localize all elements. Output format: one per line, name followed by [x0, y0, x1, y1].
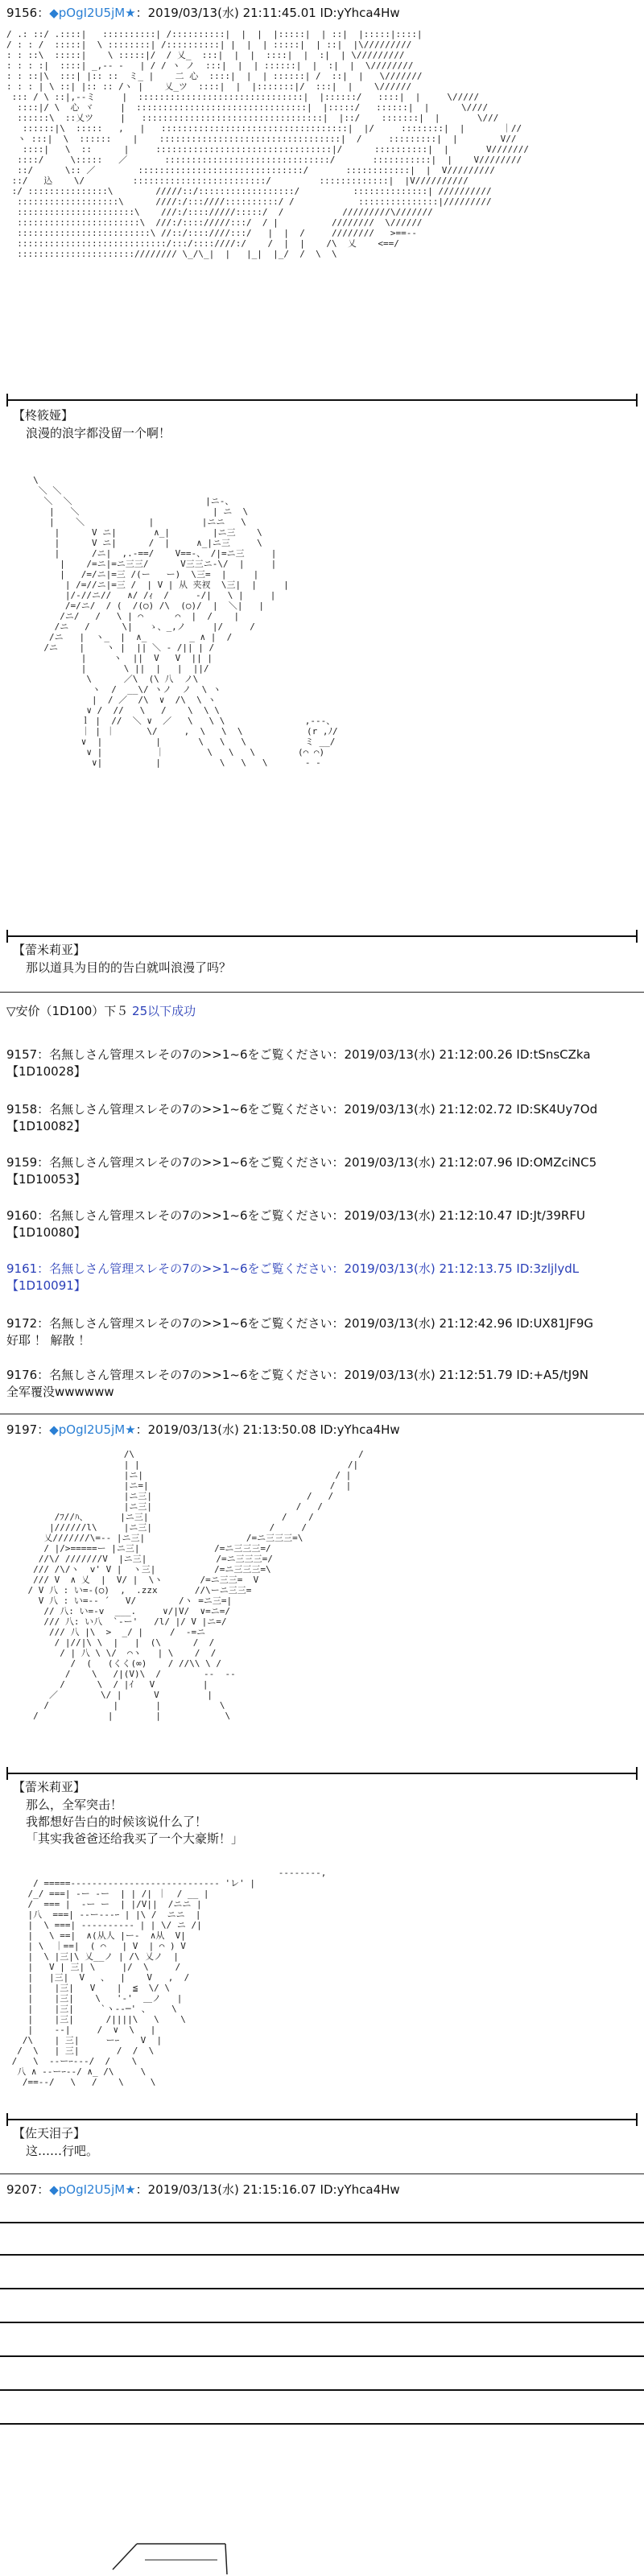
post-number: 9156: [6, 6, 38, 20]
post-header: 9156：◆pOgI2U5jM★：2019/03/13(水) 21:11:45.01 ID:yYhca4Hw: [6, 6, 400, 20]
reply-header: 9161：名無しさん管理スレその7の>>1~6をご覧ください：2019/03/13(水) 21:12:13.75 ID:3zljlydL: [6, 1261, 580, 1276]
post-header: 9197：◆pOgI2U5jM★：2019/03/13(水) 21:13:50.08 ID:yYhca4Hw: [6, 1422, 400, 1437]
post-meta: ：2019/03/13(水) 21:13:50.08 ID:yYhca4Hw: [135, 1422, 400, 1437]
reply-header: 9159：名無しさん管理スレその7の>>1~6をご覧ください：2019/03/13(水) 21:12:07.96 ID:OMZciNC5: [6, 1155, 597, 1170]
art-line: [0, 2222, 644, 2223]
art-line: [0, 2322, 644, 2323]
reply-header: 9176：名無しさん管理スレその7の>>1~6をご覧ください：2019/03/13(水) 21:12:51.79 ID:+A5/tJ9N: [6, 1368, 588, 1382]
dialogue-line: 那以道具为目的的告白就叫浪漫了吗？: [26, 960, 232, 975]
poll-line: [6, 1003, 196, 1019]
post-header: 9207：◆pOgI2U5jM★：2019/03/13(水) 21:15:16.07 ID:yYhca4Hw: [6, 2182, 400, 2197]
poll-text: ▽安价（1D100）下５: [6, 1004, 133, 1018]
speaker-name: 【佐天泪子】: [13, 2126, 86, 2140]
reply-result: 【1D10053】: [6, 1172, 86, 1187]
reply-result: 【1D10082】: [6, 1119, 86, 1133]
star-icon: ★: [125, 2182, 136, 2197]
reply-result: 【1D10028】: [6, 1064, 86, 1079]
art-line: [0, 2288, 644, 2289]
post-trip[interactable]: ◆pOgI2U5jM: [49, 6, 126, 20]
ascii-art-3: /\ / | | /| |ニ| / | |ニ=| / | |ニ三| / / |ニ三| / / /ﾌ//ﾊ、 |ニ三| / / |//////l\ |ニ三| / / 乂///////\=-- |ニ三| /=ニ三三三=\ / |/>=====ー |ニ三| /=ニ三三三=/ //\/ ///////V |ニ三| /=ニ三三三=/ /// /\/ヽ v' V | ヽ三| /=ニ三三三=\ /// V ∧ 乂 | V/ | \ヽ /=ニ三三= V / V 八 : い=-(○) , .zzx //\ーニ三三= V 八 : い=-‐ ´ V/ /ヽ =ニ三=| // 八: い=-v ___. ∨/|V/ ∨=ニ=/ /// 八: い八 `‐ー' /l/ |/ V |ニ=/ /// 八 |\ > _/ | / ‐=ニ / |//|\ \ | | (\ / / / | 八 \ \/ ⌒ヽ | \ / / / ( (くく(∞) / //\\ \ / / \ /|(V)\ / ‐- ‐- / \ / |ｲ V | ／ \/ | V | / | | \ / | | \: [27, 1449, 364, 1721]
art-line: [0, 2254, 644, 2256]
art-line: [0, 2355, 644, 2357]
dialogue-divider: [6, 399, 638, 401]
dialogue-line: 浪漫的浪字都没留一个啊！: [26, 426, 171, 440]
dialogue-line: 这……行吧。: [26, 2144, 99, 2158]
post-meta: ：2019/03/13(水) 21:11:45.01 ID:yYhca4Hw: [135, 6, 400, 20]
reply-header: 9160：名無しさん管理スレその7の>>1~6をご覧ください：2019/03/13(水) 21:12:10.47 ID:Jt/39RFU: [6, 1208, 585, 1223]
post-number: 9197: [6, 1422, 38, 1437]
star-icon: ★: [125, 1422, 136, 1437]
reply-result: 全军覆没wwwwww: [6, 1385, 114, 1399]
reply-result: 好耶 ！ 解散 ！: [6, 1333, 91, 1348]
art-fragment: [0, 2536, 644, 2576]
reply-header: 9172：名無しさん管理スレその7の>>1~6をご覧ください：2019/03/13(水) 21:12:42.96 ID:UX81JF9G: [6, 1316, 594, 1331]
dialogue-line: 「其实我爸爸还给我买了一个大豪斯！」: [26, 1831, 244, 1846]
dialogue-divider: [6, 935, 638, 937]
speaker-name: 【蕾米莉亚】: [13, 943, 86, 957]
dialogue-divider: [6, 2119, 638, 2120]
speaker-name: 【柊筱娅】: [13, 408, 74, 423]
ascii-art-2: \ ＼ ＼ ＼ ＼ |ニ-、 | ＼ | ニ \ | ＼ | |ニニ \ | V ニ| ∧_| |ニ三 \ | V ニ| / | ∧_|ニ三 \ | /ニ| ,.-==/ V==-、 /|=ニ三 | | /=ニ|=ニ三三/ V三三ニ-\/ | | | /=/ニ|=三 /(ー ー) \三= | | | /=//ニ|=三 / | V | 从 夹衩 \三| | | |/-//ニ// ∧/ /ｨ / -/| \ | | /=/ニ/ / ( /(○) /\ (○)/ | ＼| | /ニ/ / \ | ⌒ ⌒ | / | /ニ / \| ゝ、_,ノ |/ / /ニ | ヽ_ | ∧_ _ ∧ | / /ニ | ヽ | || ＼ ‐ /|| | / | ヽ || V V || | | \ || | | ||/ \ ／\ (\ 八 ノ\ ヽ / __\/ ヽノ ノ \ ヽ | / ／ /\ ∨ /\ \ ヽ ∨ / // \ / \ \ \ ｌ | // ＼ ∨ ／ \ \ \ ,-‐-、 ｜ | ｜ \/ , \ \ \ (r ,ﾉ/ ∨ | | \ \ \ ミ __/ ∨ | ｜ \ \ \ (⌒ ⌒) ∨| | \ \ \ ‐ ‐: [33, 475, 338, 768]
dialogue-divider: [6, 1773, 638, 1774]
reply-header: 9157：名無しさん管理スレその7の>>1~6をご覧ください：2019/03/13(水) 21:12:00.26 ID:tSnsCZka: [6, 1047, 591, 1062]
dialogue-line: 我都想好告白的时候该说什么了！: [26, 1814, 208, 1829]
ascii-art-1: / .: ::/ .::::| ::::::::::| /::::::::::| | | |:::::| | ::| |:::::|::::| / : : / :::::| \ ::::::::| /::::::::::| | | | :::::| | ::| |\///////// : : ::\ :::::| \ :::::|/ / 乂_ :::| | | ::::| | :| | \///////// : : : :| ::::| _,-‐ ‐ | / / ヽ ノ :::| | | ::::::| | :| | \//////// : : ::|\ :::| |:: :: ミ_ | 二 心 ::::| | | ::::::| / ::| | \/////// : : : | \ ::| |:: :: /ヽ | 乂_ツ ::::| | |:::::::|/ :::| | \////// ::: / \ ::|,-‐ミ | :::::::::::::::::::::::::::::::| |::::::/ ::::| | \///// ::::|/ \ 心 ヾ | ::::::::::::::::::::::::::::::::| |:::::/ ::::::| | \//// ::::::\ ::乂ツ | ::::::::::::::::::::::::::::::::::| |::/ :::::::| | \/// ::::::|\ ::::: , | :::::::::::::::::::::::::::::::::::| |/ ::::::::| | ｜// ヽ :::| \ :::::: | ::::::::::::::::::::::::::::::::::| / :::::::::| | V// ::::| \ :: | :::::::::::::::::::::::::::::::::|/ ::::::::::| | V/////// ::::/ \::::: ／ :::::::::::::::::::::::::::::::/ :::::::::::| | V//////// ::/ \:: ／ :::::::::::::::::::::::::::::::/ ::::::::::::| | V///////// ::/ 込 \/ :::::::::::::::::::::::::/ :::::::::::::| |V////////// :/ :::::::::::::::\ /////::/::::::::::::::::::/ ::::::::::::::| ////////// :::::::::::::::::::\ ////:/:::////::::::::::/ / :::::::::::::::|///////// ::::::::::::::::::::::\ ///:/:::://///:::::/ / /////////\/////// :::::::::::::::::::::::\ ///:/:::://///:::/ / | //////// \////// :::::::::::::::::::::::::\ //::/::::////:::/ | | / //////// >==-‐ ::::::::::::::::::::::::::::/:::/::::////:/ / | | /\ 乂 <==/ :::::::::::::::::::::://////// \_/\_| | |_| |_/ / \ \: [6, 29, 530, 259]
dialogue-line: 那么，全军突击！: [26, 1798, 123, 1812]
art-line: [0, 2423, 644, 2425]
star-icon: ★: [125, 6, 136, 20]
post-meta: ：2019/03/13(水) 21:15:16.07 ID:yYhca4Hw: [135, 2182, 400, 2197]
speaker-name: 【蕾米莉亚】: [13, 1780, 86, 1794]
poll-link[interactable]: 25以下成功: [132, 1004, 196, 1018]
ascii-art-4: --------, / =====---------------------------- 'レ' | /_/ ===| -ー -ー | | /| ｜ / __ | / === | -ー ー | |/V|| /ニニ | |八 ===| --ー---ｰ | |\ / ニニ | | \ ===| ‐‐‐‐‐‐‐‐‐‐ | | \/ ニ /| | \ ==| ∧(从人 |ー‐ ∧从 V| | \ ｜==| ( ⌒ | V | ⌒ ) V | \ |三|\ 乂__ノ | /\ 乂ノ | | V | 三| \ |/ \ / | |三| V 、 | V , / | |三| V | ≦ \/ \ | |三| \ '-' ＿ノ | | |三| `ヽ--─' 、 \ | |三| /||||\ \ \ | ‐-| / ∨ \ | /\ | 三| ーｰ V | / \ | 三| / / \ / \ ‐-ーｰ---/ / \ 八 ∧ ‐-ーｰ‐‐/ ∧_ /\ \ /==--/ \ / \ \: [11, 1868, 327, 2087]
reply-header: 9158：名無しさん管理スレその7の>>1~6をご覧ください：2019/03/13(水) 21:12:02.72 ID:SK4Uy7Od: [6, 1102, 598, 1117]
post-number: 9207: [6, 2182, 38, 2197]
art-line: [0, 2389, 644, 2391]
reply-result: 【1D10080】: [6, 1225, 86, 1240]
poll-rule: [0, 992, 644, 993]
post-trip[interactable]: ◆pOgI2U5jM: [49, 1422, 126, 1437]
reply-result: 【1D10091】: [6, 1278, 86, 1293]
post-trip[interactable]: ◆pOgI2U5jM: [49, 2182, 126, 2197]
